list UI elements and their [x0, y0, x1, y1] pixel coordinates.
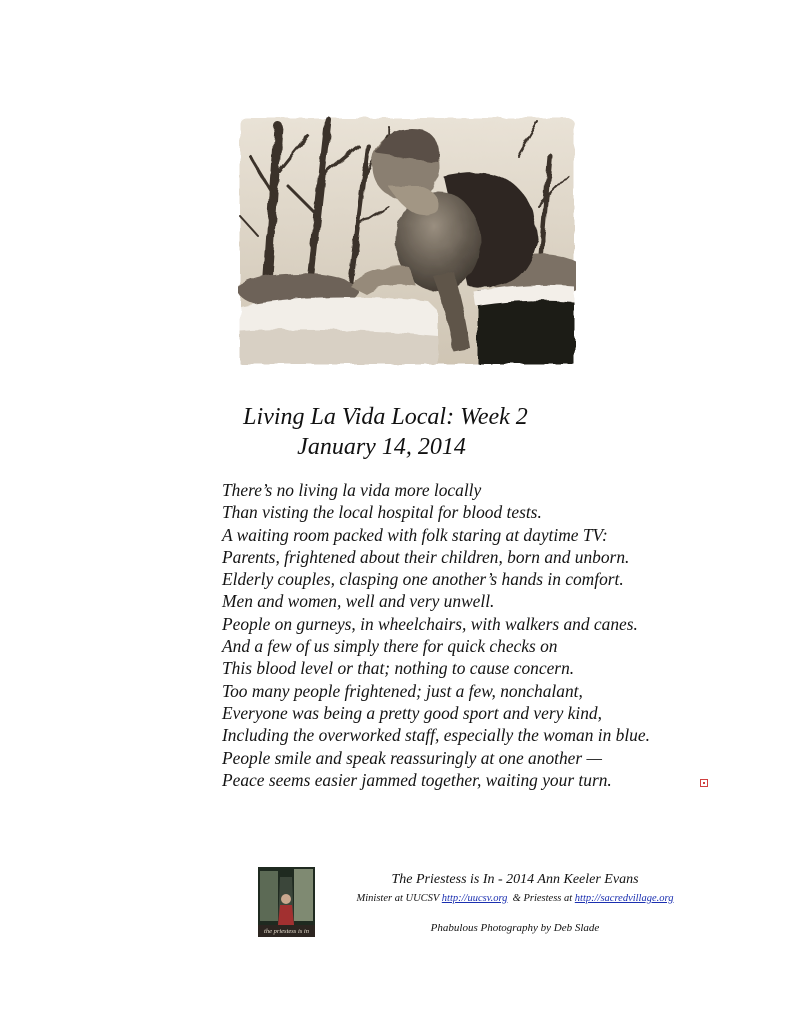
poem-line: Parents, frightened about their children, born and unborn. [222, 546, 630, 567]
poem-line: Everyone was being a pretty good sport and very kind, [222, 702, 602, 723]
poem-line: Including the overworked staff, especially the woman in blue. [222, 725, 650, 746]
poem-line: This blood level or that; nothing to cause concern. [222, 658, 575, 679]
poem-line: A waiting room packed with folk staring at daytime TV: [222, 524, 608, 545]
poem-line: There’s no living la vida more locally [222, 480, 482, 500]
poem-line: People smile and speak reassuringly at one another — [222, 747, 602, 768]
poem-line: Than visting the local hospital for blood tests. [222, 502, 542, 523]
thumbnail-caption: the priestess is in [264, 928, 309, 935]
poem-line: Elderly couples, clasping one another’s hands in comfort. [222, 569, 624, 590]
poem-line: Peace seems easier jammed together, waiting your turn. [222, 769, 612, 790]
uucsv-link[interactable]: http://uucsv.org [441, 893, 508, 904]
photo-credit: Phabulous Photography by Deb Slade [430, 922, 600, 934]
poem-line: People on gurneys, in wheelchairs, with walkers and canes. [222, 613, 638, 634]
priestess-label: & Priestess at [507, 893, 575, 904]
poem-title: Living La Vida Local: Week 2 [243, 404, 528, 430]
minister-label: Minister at UUCSV [356, 893, 442, 904]
footer-affiliations [310, 893, 720, 904]
expand-marker-icon[interactable] [700, 779, 708, 787]
footer-credit: The Priestess is In - 2014 Ann Keeler Evans [391, 872, 639, 887]
poem-line: And a few of us simply there for quick checks on [222, 636, 558, 657]
priestess-thumbnail [258, 867, 315, 937]
poem-date: January 14, 2014 [297, 434, 466, 460]
poem-body [222, 479, 742, 791]
poem-line: Too many people frightened; just a few, nonchalant, [222, 680, 583, 701]
cherub-photo [238, 116, 576, 366]
poem-line: Men and women, well and very unwell. [222, 591, 495, 612]
sacredvillage-link[interactable]: http://sacredvillage.org [574, 893, 674, 904]
